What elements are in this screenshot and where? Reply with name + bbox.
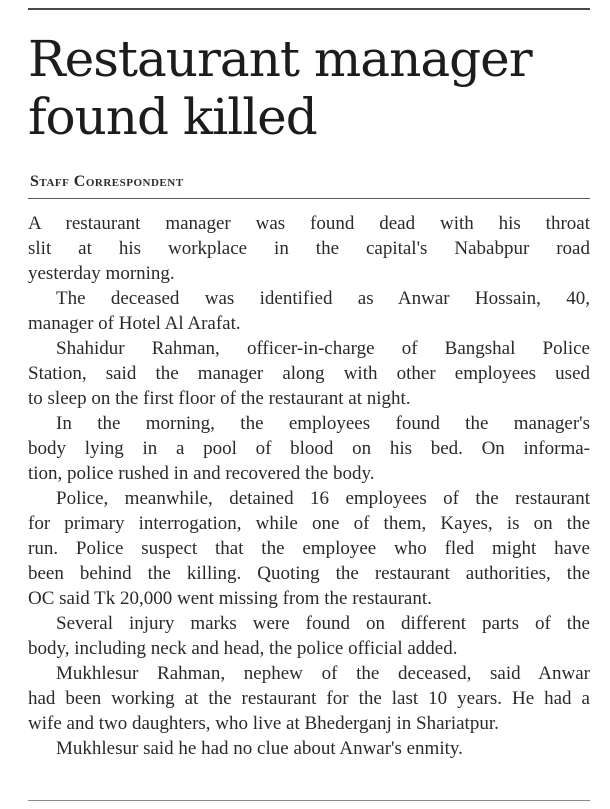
article-clipping [28,8,590,802]
article-line: had been working at the restaurant for the last 10 years. He had a [28,688,590,709]
article-line: to sleep on the first floor of the restaurant at night. [28,388,411,409]
article-line: been behind the killing. Quoting the restaurant authorities, the [28,563,590,584]
article-line: body, including neck and head, the police official added. [28,638,458,659]
article-line: wife and two daughters, who live at Bhederganj in Shariatpur. [28,713,499,734]
article-line: Police, meanwhile, detained 16 employees of the restaurant [56,488,590,509]
article-line: Mukhlesur Rahman, nephew of the deceased, said Anwar [56,663,590,684]
article-body [28,211,590,761]
headline-line-2: found killed [28,88,317,146]
article-line: Several injury marks were found on different parts of the [56,613,590,634]
article-line: yesterday morning. [28,263,175,284]
headline-line-1: Restaurant manager [28,30,532,88]
article-line: OC said Tk 20,000 went missing from the restaurant. [28,588,432,609]
article-line: The deceased was identified as Anwar Hossain, 40, [56,288,590,309]
article-line: manager of Hotel Al Arafat. [28,313,241,334]
article-line: tion, police rushed in and recovered the body. [28,463,375,484]
article-paragraph [28,736,590,761]
article-paragraph [28,661,590,736]
article-paragraph [28,611,590,661]
article-paragraph [28,211,590,286]
byline: Staff Correspondent [30,173,184,190]
byline-rule [28,198,590,199]
top-rule [28,8,590,10]
article-line: Mukhlesur said he had no clue about Anwar's enmity. [56,738,463,759]
article-line: slit at his workplace in the capital's Nababpur road [28,238,590,259]
article-line: A restaurant manager was found dead with his throat [28,213,590,234]
article-paragraph [28,286,590,336]
article-paragraph [28,411,590,486]
headline [28,30,590,146]
article-line: body lying in a pool of blood on his bed. On informa- [28,438,590,459]
article-paragraph [28,486,590,611]
article-line: for primary interrogation, while one of them, Kayes, is on the [28,513,590,534]
article-paragraph [28,336,590,411]
article-line: Shahidur Rahman, officer-in-charge of Bangshal Police [56,338,590,359]
article-line: Station, said the manager along with other employees used [28,363,590,384]
article-line: run. Police suspect that the employee who fled might have [28,538,590,559]
article-line: In the morning, the employees found the manager's [56,413,590,434]
bottom-rule [28,800,590,801]
